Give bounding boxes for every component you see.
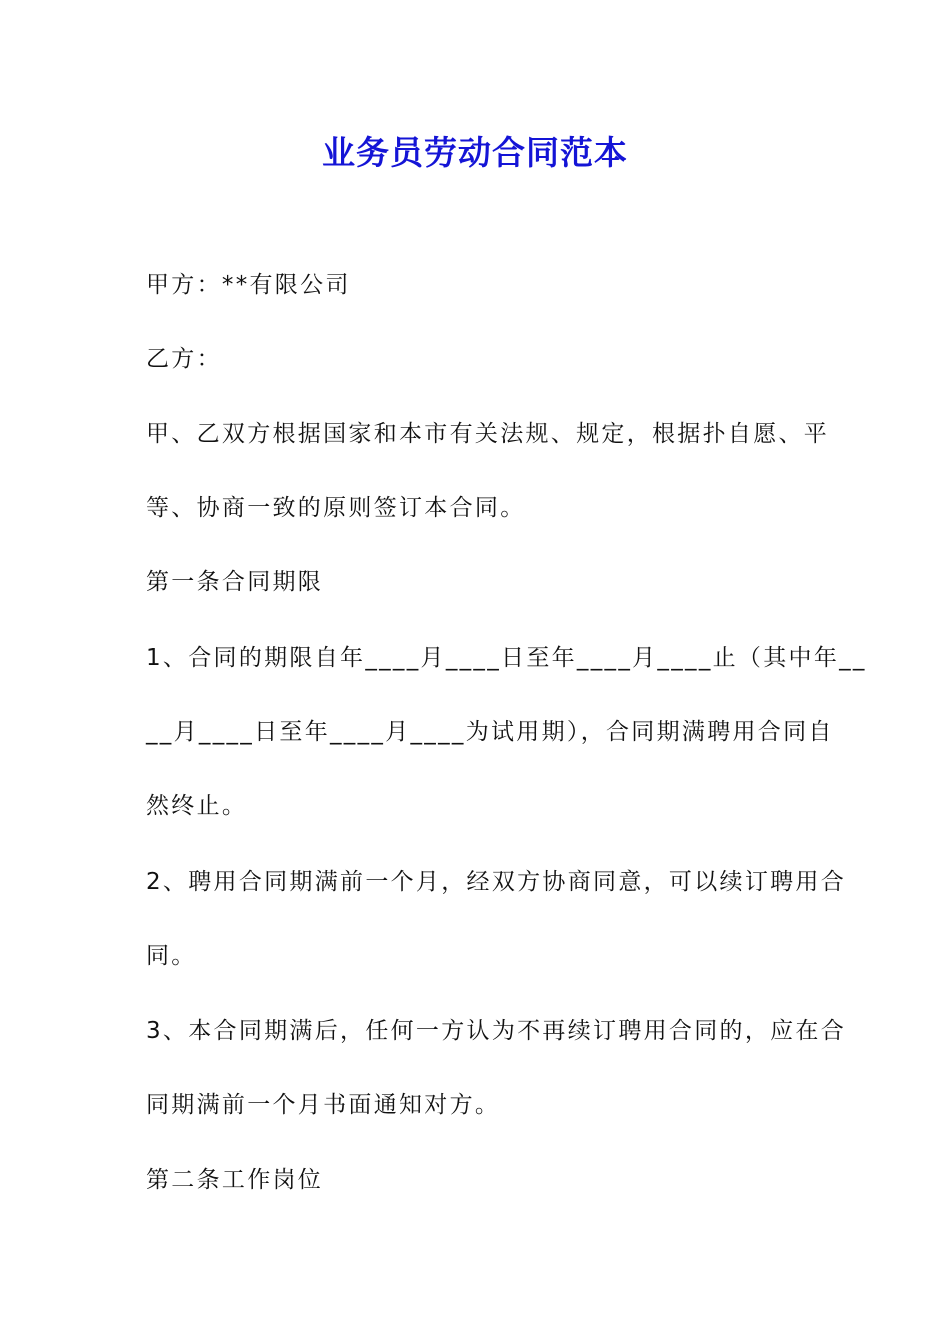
clause-1-paragraph bbox=[146, 621, 867, 843]
clause-line: __月____日至年____月____为试用期），合同期满聘用合同自 bbox=[146, 719, 834, 745]
intro-paragraph bbox=[146, 397, 830, 545]
section-1-heading: 第一条合同期限 bbox=[146, 569, 324, 595]
clause-line: 同期满前一个月书面通知对方。 bbox=[146, 1092, 501, 1118]
intro-line: 甲、乙双方根据国家和本市有关法规、规定，根据扑自愿、平 bbox=[146, 421, 830, 447]
intro-line: 等、协商一致的原则签订本合同。 bbox=[146, 495, 526, 521]
clause-3-paragraph bbox=[146, 994, 847, 1142]
section-2-heading: 第二条工作岗位 bbox=[146, 1167, 324, 1193]
clause-line: 然终止。 bbox=[146, 793, 248, 819]
clause-line: 3、本合同期满后，任何一方认为不再续订聘用合同的，应在合 bbox=[146, 1018, 847, 1044]
clause-2-paragraph bbox=[146, 845, 847, 993]
party-b-line: 乙方： bbox=[146, 346, 222, 372]
party-a-line: 甲方：**有限公司 bbox=[146, 272, 351, 298]
clause-line: 同。 bbox=[146, 943, 197, 969]
document-title: 业务员劳动合同范本 bbox=[322, 133, 628, 172]
clause-line: 1、合同的期限自年____月____日至年____月____止（其中年__ bbox=[146, 645, 867, 671]
clause-line: 2、聘用合同期满前一个月，经双方协商同意，可以续订聘用合 bbox=[146, 869, 847, 895]
